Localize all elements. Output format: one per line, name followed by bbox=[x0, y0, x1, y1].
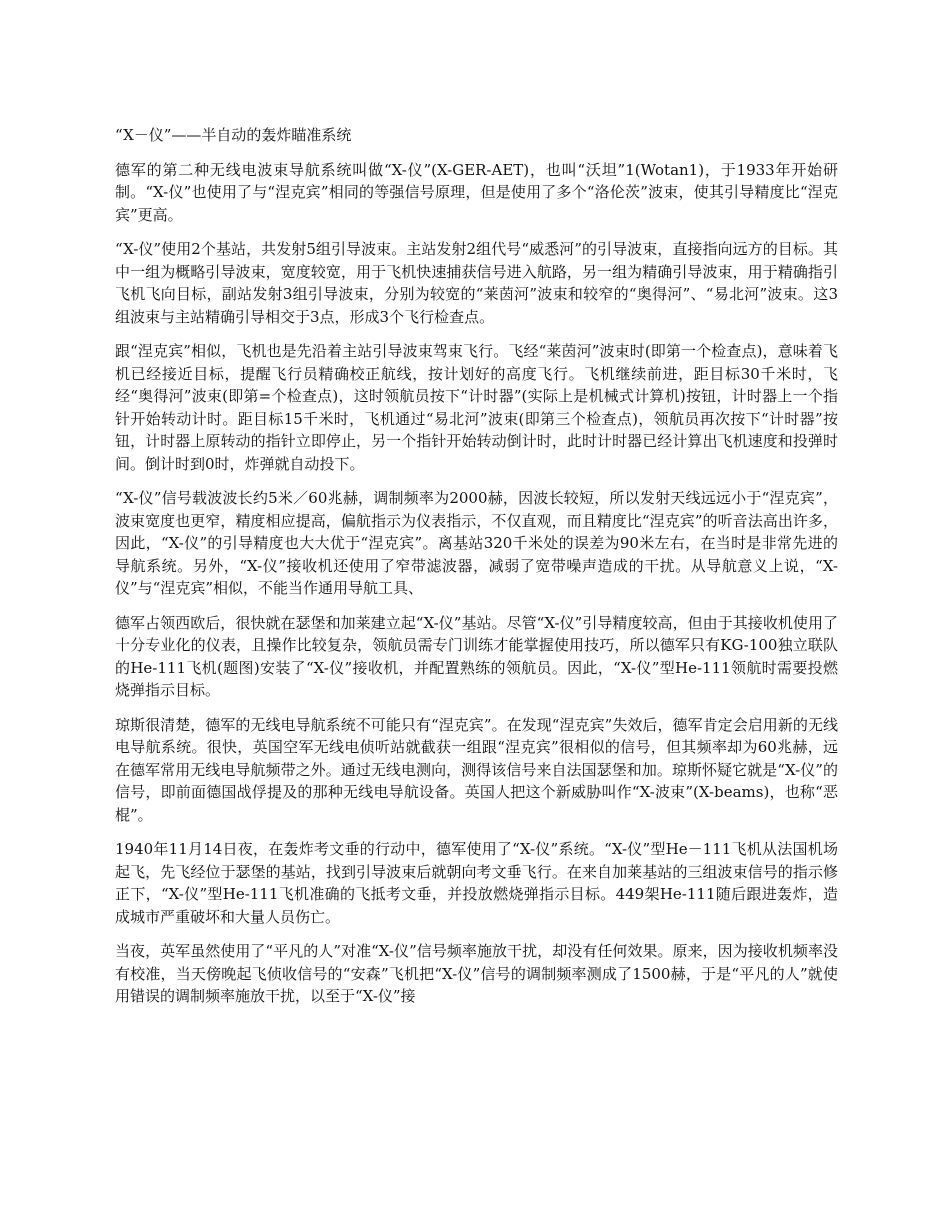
paragraph: 当夜，英军虽然使用了“平凡的人”对准“X-仪”信号频率施放干扰，却没有任何效果。原来，因为接收机频率没有校准，当天傍晚起飞侦收信号的“安森”飞机把“X-仪”信号的调制频率测成了1500赫，于是“平凡的人”就使用错误的调制频率施放干扰，以至于“X-仪”接 bbox=[115, 942, 838, 1005]
paragraph: 德军占领西欧后，很快就在瑟堡和加莱建立起“X-仪”基站。尽管“X-仪”引导精度较高，但由于其接收机使用了十分专业化的仪表，且操作比较复杂，领航员需专门训练才能掌握使用技巧，所以德军只有KG-100独立联队的He-111飞机(题图)安装了“X-仪”接收机，并配置熟练的领航员。因此，“X-仪”型He-111领航时需要投燃烧弹指示目标。 bbox=[115, 613, 838, 699]
paragraph: 1940年11月14日夜，在轰炸考文垂的行动中，德军使用了“X-仪”系统。“X-仪”型He－111飞机从法国机场起飞，先飞经位于瑟堡的基站，找到引导波束后就朝向考文垂飞行。在来自加莱基站的三组波束信号的指示修正下，“X-仪”型He-111飞机准确的飞抵考文垂，并投放燃烧弹指示目标。449架He-111随后跟进轰炸，造成城市严重破坏和大量人员伤亡。 bbox=[115, 840, 838, 926]
paragraph: 德军的第二种无线电波束导航系统叫做“X-仪”(X-GER-AET)，也叫“沃坦”1(Wotan1)，于1933年开始研制。“X-仪”也使用了与“涅克宾”相同的等强信号原理，但是使用了多个“洛伦茨”波束，使其引导精度比“涅克宾”更高。 bbox=[115, 160, 838, 224]
document-title: “X－仪”——半自动的轰炸瞄准系统 bbox=[115, 126, 352, 144]
document-page bbox=[115, 124, 838, 1020]
paragraph: 琼斯很清楚，德军的无线电导航系统不可能只有“涅克宾”。在发现“涅克宾”失效后，德军肯定会启用新的无线电导航系统。很快，英国空军无线电侦听站就截获一组跟“涅克宾”很相似的信号，但其频率却为60兆赫，远在德军常用无线电导航频带之外。通过无线电测向，测得该信号来自法国瑟堡和加。琼斯怀疑它就是“X-仪”的信号，即前面德国战俘提及的那种无线电导航设备。英国人把这个新威胁叫作“X-波束”(X-beams)，也称“恶棍”。 bbox=[115, 715, 838, 824]
paragraph: 跟“涅克宾”相似，飞机也是先沿着主站引导波束驾束飞行。飞经“莱茵河”波束时(即第一个检查点)，意味着飞机已经接近目标，提醒飞行员精确校正航线，按计划好的高度飞行。飞机继续前进，距目标30千米时，飞经“奥得河”波束(即第=个检查点)，这时领航员按下“计时器”(实际上是机械式计算机)按钮，计时器上一个指针开始转动计时。距目标15千米时，飞机通过“易北河”波束(即第三个检查点)，领航员再次按下“计时器”按钮，计时器上原转动的指针立即停止，另一个指针开始转动倒计时，此时计时器已经计算出飞机速度和投弹时间。倒计时到0时，炸弹就自动投下。 bbox=[115, 342, 838, 473]
paragraph: “X-仪”使用2个基站，共发射5组引导波束。主站发射2组代号“威悉河”的引导波束，直接指向远方的目标。其中一组为概略引导波束，宽度较宽，用于飞机快速捕获信号进入航路，另一组为精确引导波束，用于精确指引飞机飞向目标，副站发射3组引导波束，分别为较宽的“莱茵河”波束和较窄的“奥得河”、“易北河”波束。这3组波束与主站精确引导相交于3点，形成3个飞行检查点。 bbox=[115, 240, 838, 326]
paragraph: “X-仪”信号载波波长约5米／60兆赫，调制频率为2000赫，因波长较短，所以发射天线远远小于“涅克宾”，波束宽度也更窄，精度相应提高，偏航指示为仪表指示，不仅直观，而且精度比“涅克宾”的听音法高出许多，因此，“X-仪”的引导精度也大大优于“涅克宾”。离基站320千米处的误差为90米左右，在当时是非常先进的导航系统。另外，“X-仪”接收机还使用了窄带滤波器，减弱了宽带噪声造成的干扰。从导航意义上说，“X-仪”与“涅克宾”相似，不能当作通用导航工具、 bbox=[115, 489, 838, 597]
